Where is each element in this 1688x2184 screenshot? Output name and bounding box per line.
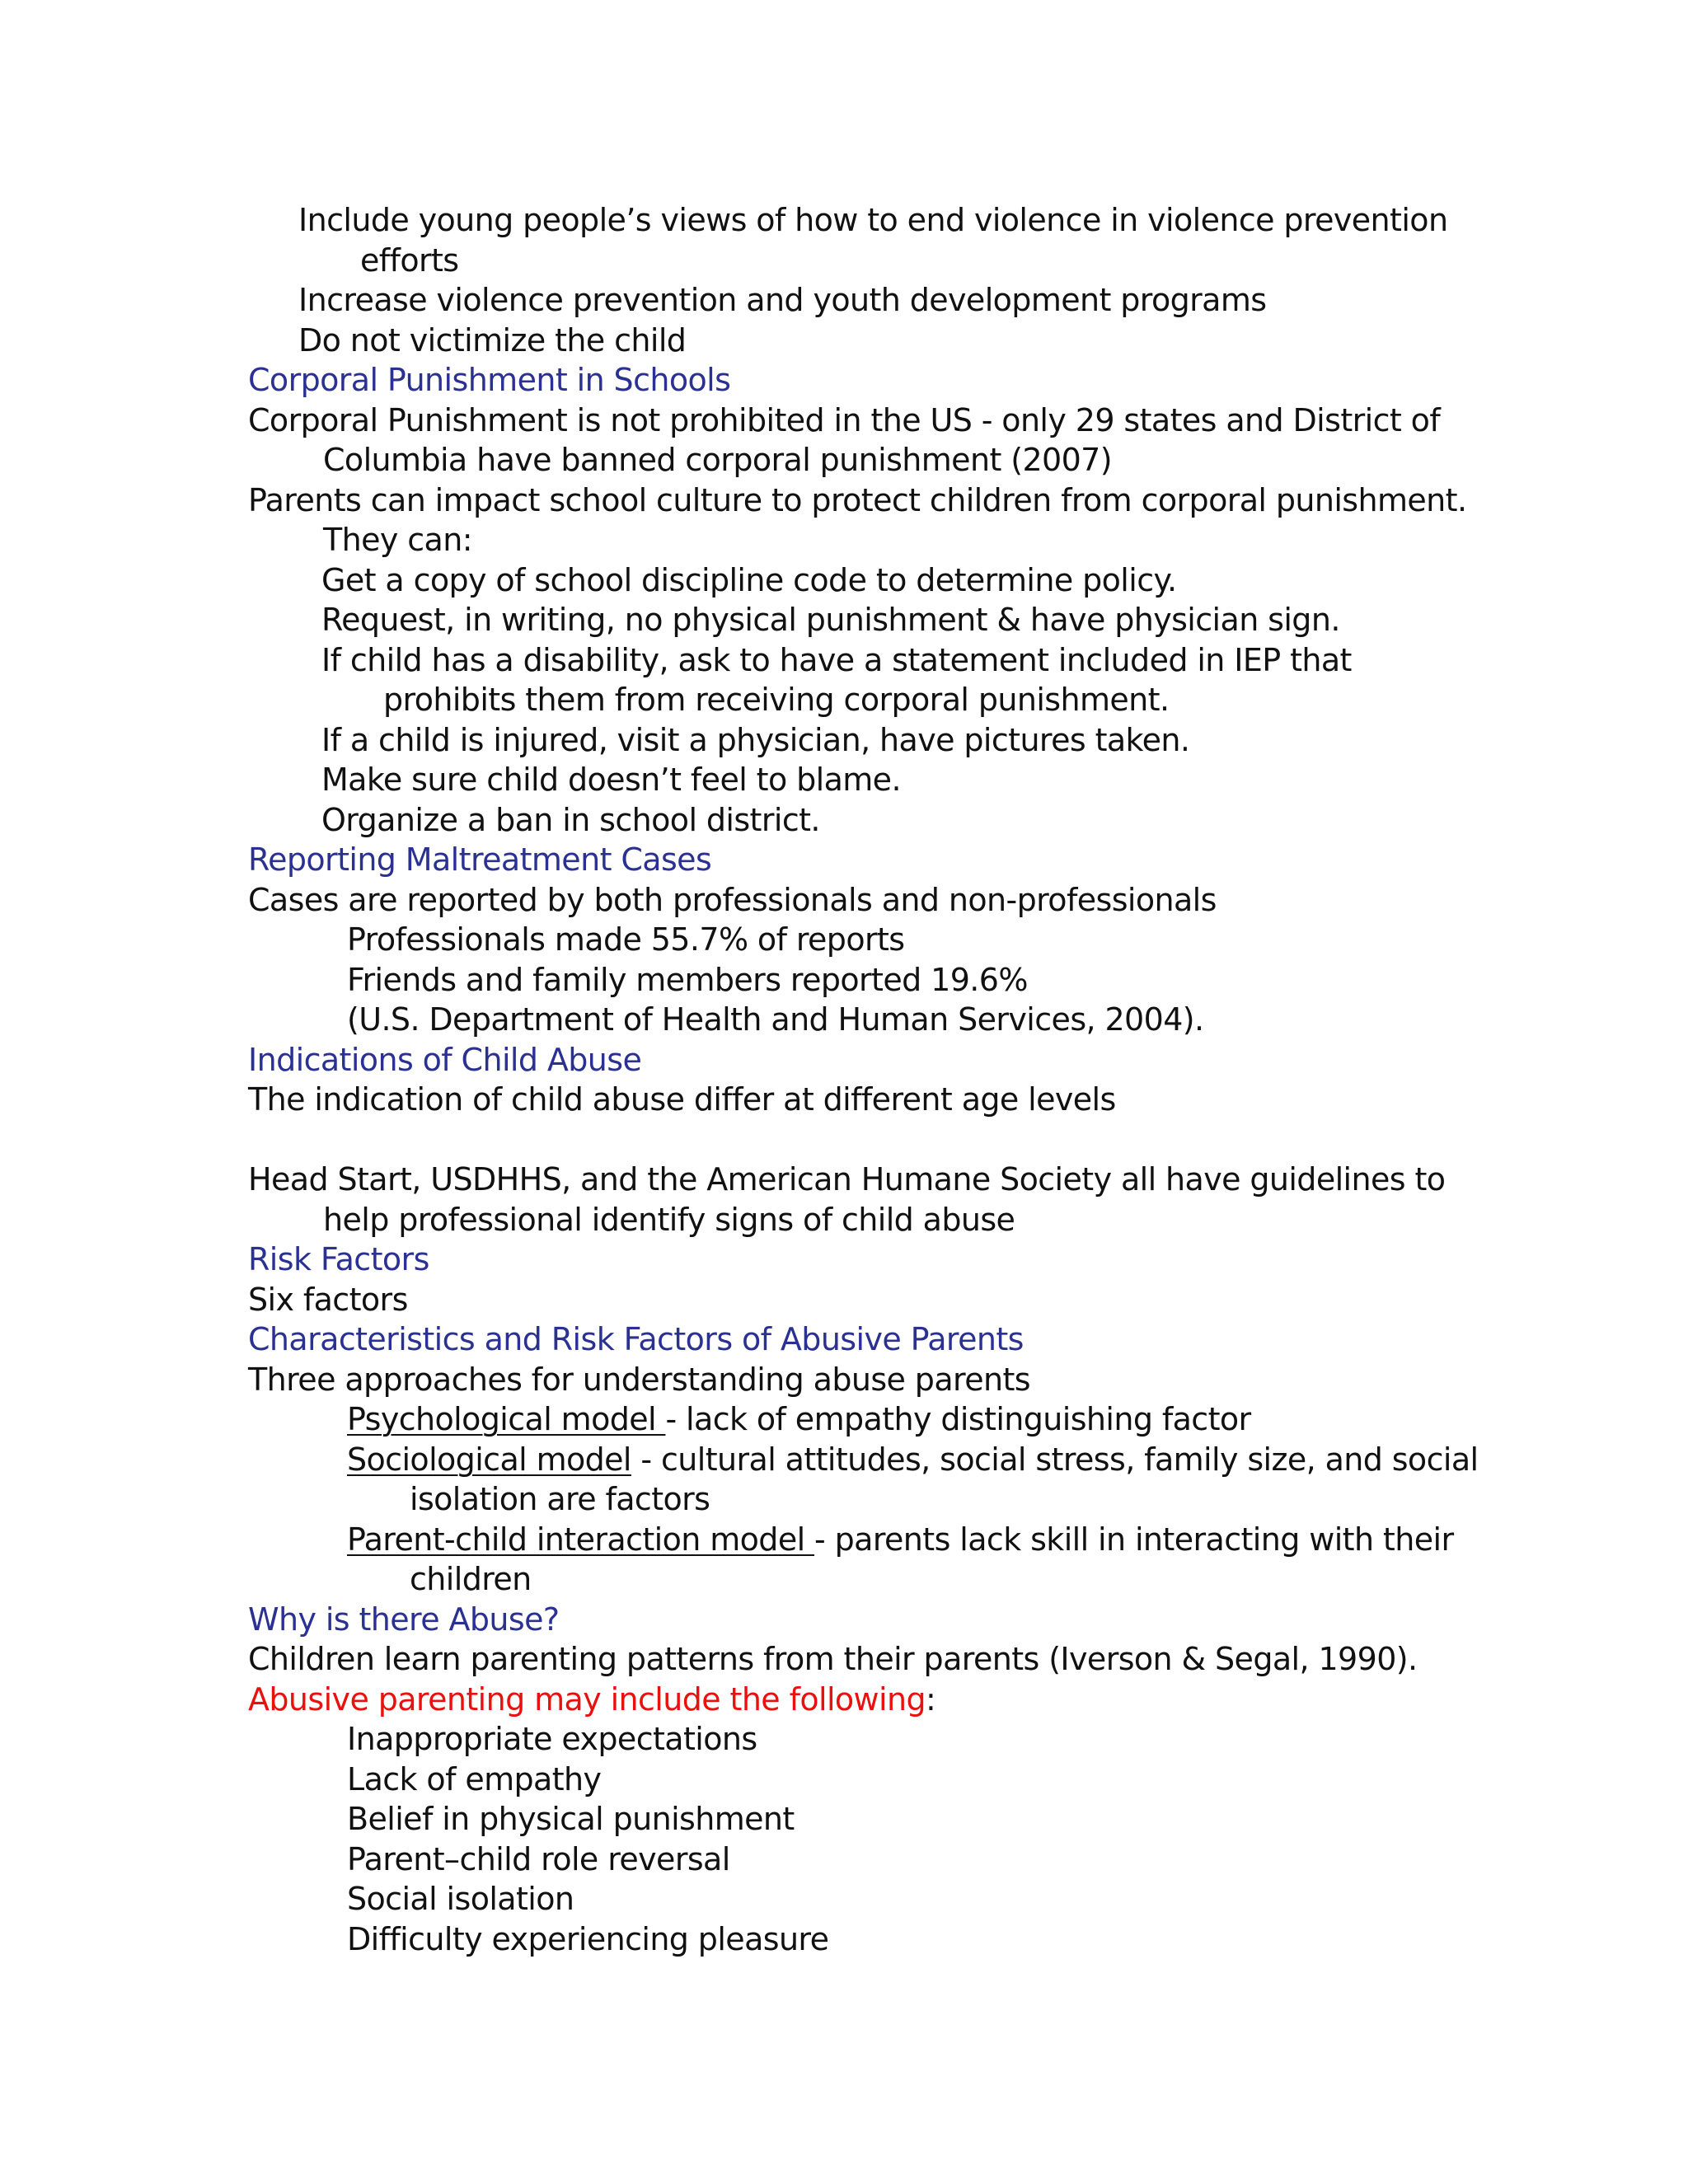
text-line: help professional identify signs of child abuse [323,1202,1015,1238]
text-line: Make sure child doesn’t feel to blame. [321,762,901,798]
text-line: Columbia have banned corporal punishment (2007) [323,442,1112,478]
text-line: Sociological model - cultural attitudes, social stress, family size, and social [347,1441,1479,1478]
text-line: Organize a ban in school district. [321,802,820,838]
text-line: efforts [360,242,459,279]
section-heading: Characteristics and Risk Factors of Abusive Parents [248,1321,1024,1357]
list-item: Parent–child role reversal [347,1841,730,1877]
text-line: Three approaches for understanding abuse parents [248,1361,1030,1398]
text-line: Get a copy of school discipline code to determine policy. [321,562,1177,598]
text-line: isolation are factors [410,1481,710,1517]
section-heading: Reporting Maltreatment Cases [248,841,712,878]
text-line: Abusive parenting may include the following: [248,1681,936,1718]
text-line: If child has a disability, ask to have a statement included in IEP that [321,642,1352,678]
text-line: Six factors [248,1282,408,1318]
text-line: Children learn parenting patterns from their parents (Iverson & Segal, 1990). [248,1641,1418,1677]
text-line: Friends and family members reported 19.6% [347,962,1028,998]
list-item: Social isolation [347,1881,574,1917]
text-line: Head Start, USDHHS, and the American Humane Society all have guidelines to [248,1161,1446,1197]
list-item: Lack of empathy [347,1761,602,1797]
underlined-term: Psychological model [347,1401,666,1437]
text-line: They can: [323,522,472,558]
text-line: The indication of child abuse differ at different age levels [248,1081,1116,1118]
list-item: Difficulty experiencing pleasure [347,1921,829,1957]
text-line: Request, in writing, no physical punishment & have physician sign. [321,602,1340,638]
text-line: children [410,1561,532,1597]
section-heading: Indications of Child Abuse [248,1042,642,1078]
text-line: Professionals made 55.7% of reports [347,921,905,958]
section-heading: Why is there Abuse? [248,1601,560,1638]
text-line: Increase violence prevention and youth development programs [298,282,1267,318]
text-line: Corporal Punishment is not prohibited in the US - only 29 states and District of [248,402,1441,438]
text-line: Include young people’s views of how to end violence in violence prevention [298,202,1448,238]
text-line: Parents can impact school culture to protect children from corporal punishment. [248,482,1467,518]
text-line: Cases are reported by both professionals and non-professionals [248,882,1217,918]
text-line: (U.S. Department of Health and Human Services, 2004). [347,1001,1204,1038]
highlighted-text: Abusive parenting may include the following [248,1681,926,1718]
list-item: Belief in physical punishment [347,1801,795,1837]
text-line: Psychological model - lack of empathy distinguishing factor [347,1401,1251,1437]
section-heading: Corporal Punishment in Schools [248,362,731,398]
section-heading: Risk Factors [248,1241,429,1277]
list-item: Inappropriate expectations [347,1721,757,1757]
underlined-term: Sociological model [347,1441,631,1478]
text-line: Do not victimize the child [298,322,687,359]
text-line: prohibits them from receiving corporal punishment. [383,682,1170,718]
text-line: If a child is injured, visit a physician, have pictures taken. [321,722,1190,758]
text-line: Parent-child interaction model - parents lack skill in interacting with their [347,1521,1454,1558]
underlined-term: Parent-child interaction model [347,1521,815,1558]
